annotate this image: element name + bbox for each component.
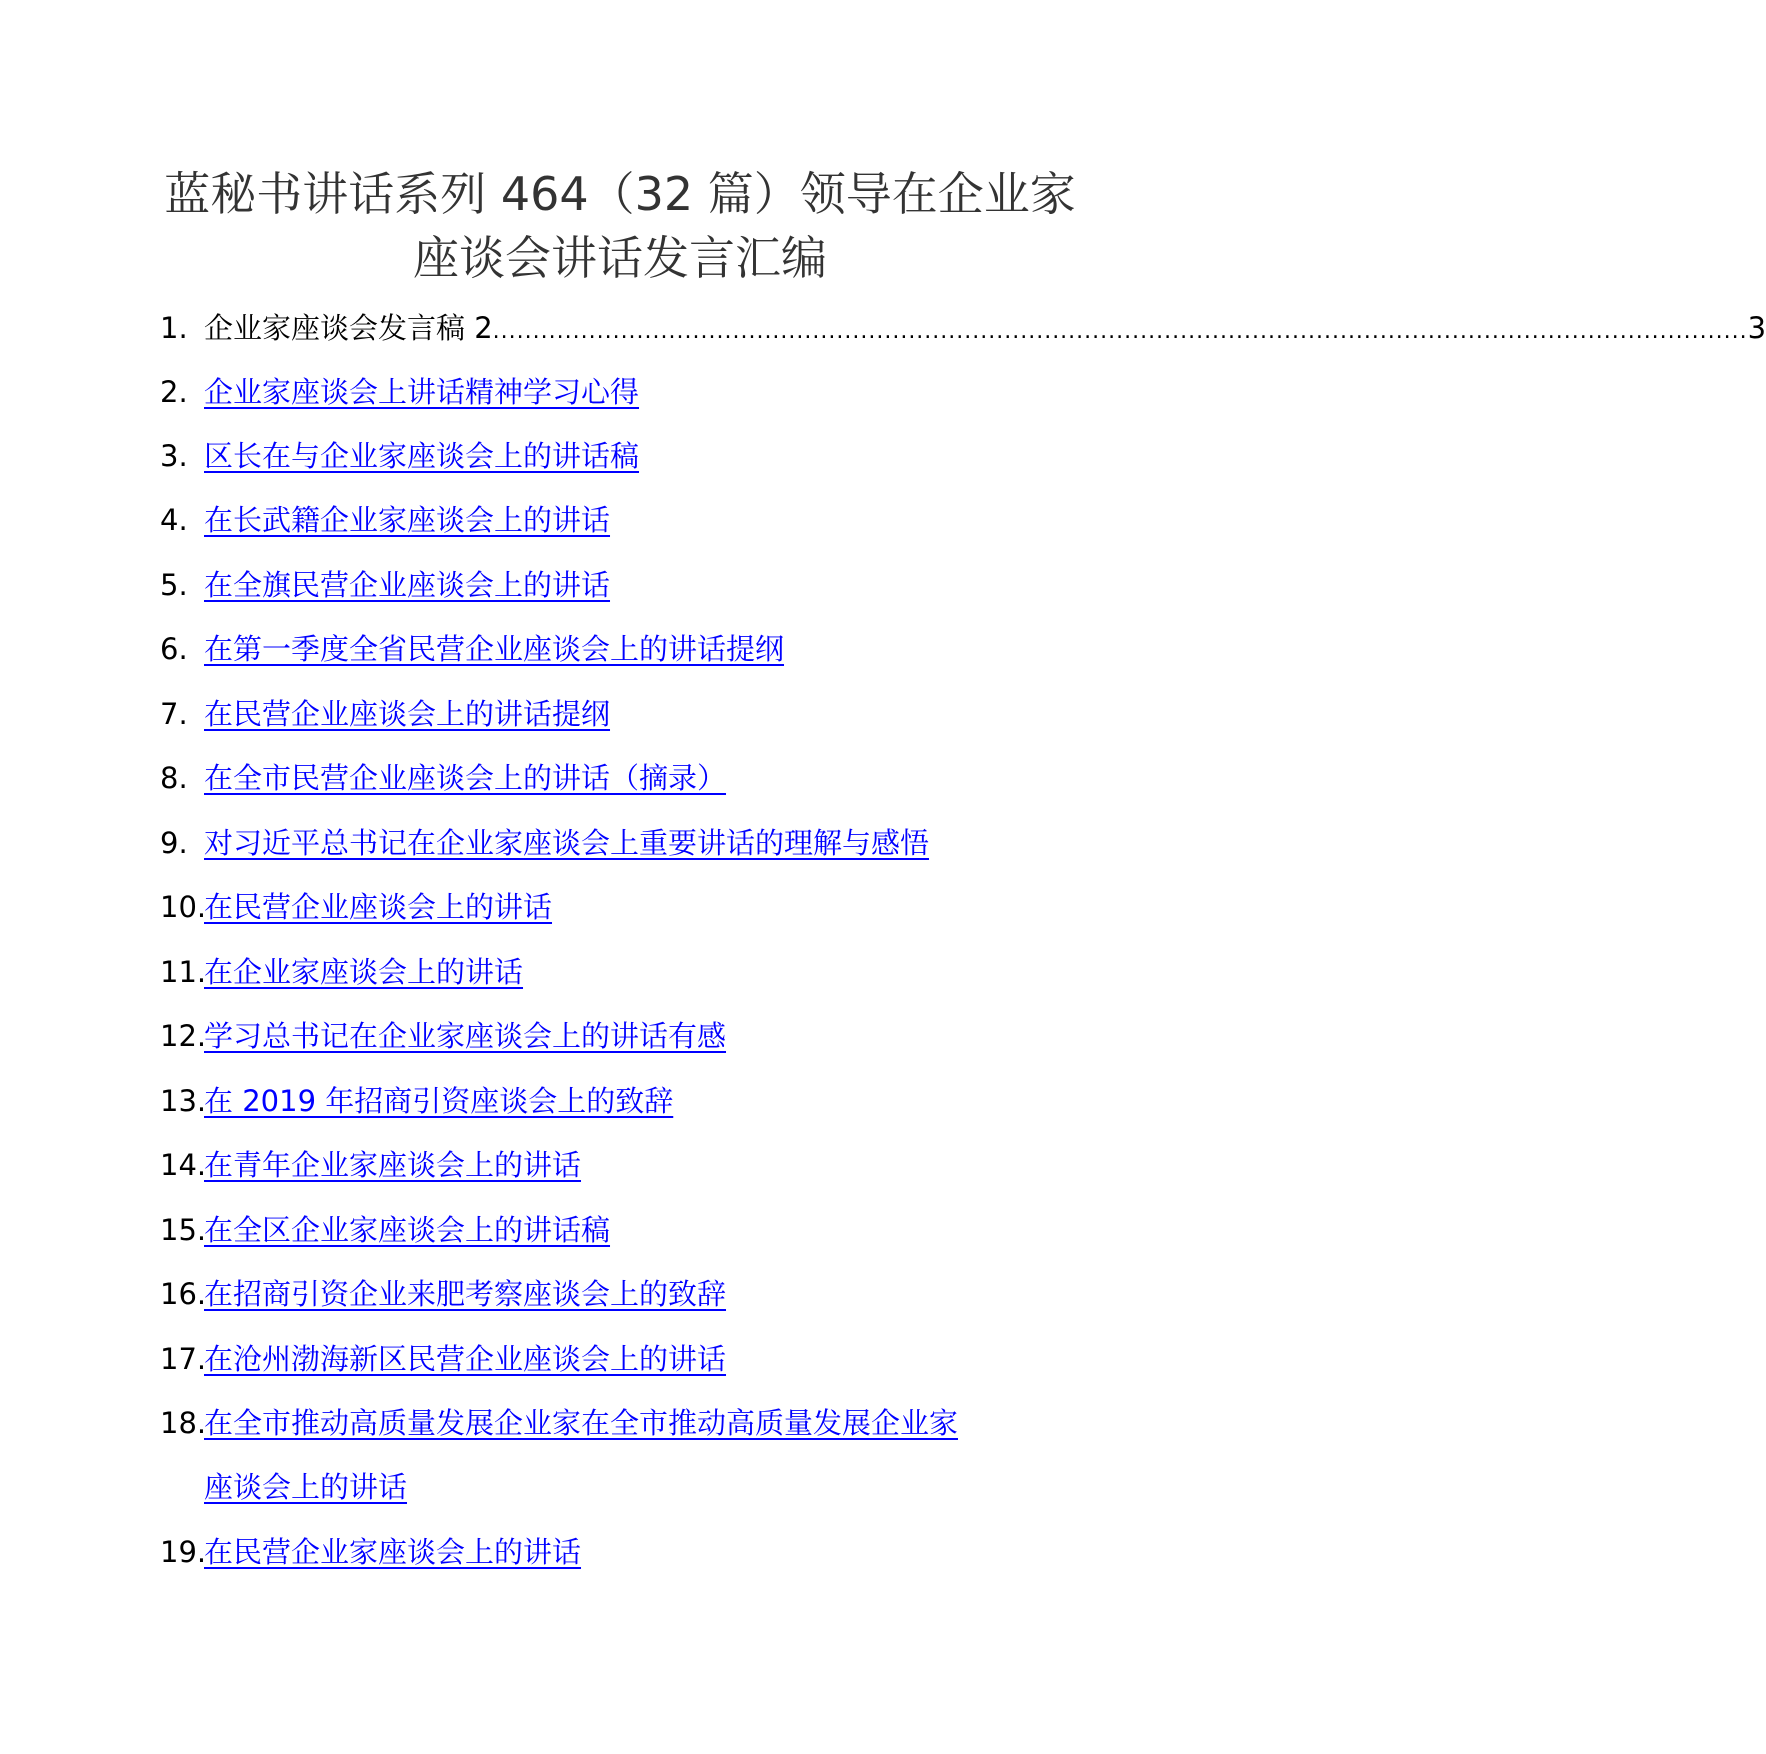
toc-link[interactable]: 在 2019 年招商引资座谈会上的致辞 — [204, 1084, 674, 1118]
toc-item-number: 11. — [160, 955, 207, 989]
toc-item-number: 1. — [160, 311, 188, 345]
toc-page-number: 3 — [1747, 311, 1766, 345]
toc-link[interactable]: 在长武籍企业家座谈会上的讲话 — [204, 503, 611, 537]
toc-link[interactable]: 对习近平总书记在企业家座谈会上重要讲话的理解与感悟 — [204, 826, 930, 860]
toc-item-number: 4. — [160, 503, 188, 537]
toc-link[interactable]: 在招商引资企业来肥考察座谈会上的致辞 — [204, 1277, 727, 1311]
toc-link[interactable]: 在全旗民营企业座谈会上的讲话 — [204, 568, 611, 602]
toc-item-number: 13. — [160, 1084, 207, 1118]
document-title-line-2: 座谈会讲话发言汇编 — [413, 231, 827, 285]
toc-item-number: 10. — [160, 890, 207, 924]
toc-item-number: 6. — [160, 632, 188, 666]
dot-leader: ............................................................................................................................................................. — [492, 319, 1748, 344]
toc-link[interactable]: 在企业家座谈会上的讲话 — [204, 955, 524, 989]
toc-item-text[interactable]: 企业家座谈会发言稿 2 — [204, 311, 493, 345]
toc-link[interactable]: 在全市民营企业座谈会上的讲话（摘录） — [204, 761, 727, 795]
toc-item-number: 8. — [160, 761, 188, 795]
toc-item-number: 16. — [160, 1277, 207, 1311]
toc-link[interactable]: 企业家座谈会上讲话精神学习心得 — [204, 375, 640, 409]
toc-entry-with-leader[interactable] — [204, 308, 1766, 352]
toc-item-number: 2. — [160, 375, 188, 409]
toc-item-number: 3. — [160, 439, 188, 473]
toc-link[interactable]: 学习总书记在企业家座谈会上的讲话有感 — [204, 1019, 727, 1053]
toc-link[interactable]: 在第一季度全省民营企业座谈会上的讲话提纲 — [204, 632, 785, 666]
toc-link[interactable]: 在沧州渤海新区民营企业座谈会上的讲话 — [204, 1342, 727, 1376]
toc-link[interactable]: 在民营企业家座谈会上的讲话 — [204, 1535, 582, 1569]
toc-item-number: 17. — [160, 1342, 207, 1376]
toc-item-number: 9. — [160, 826, 188, 860]
toc-link[interactable]: 区长在与企业家座谈会上的讲话稿 — [204, 439, 640, 473]
document-title-line-1: 蓝秘书讲话系列 464（32 篇）领导在企业家 — [164, 167, 1076, 221]
toc-link[interactable]: 在民营企业座谈会上的讲话提纲 — [204, 697, 611, 731]
toc-item-number: 15. — [160, 1213, 207, 1247]
toc-link-continuation[interactable]: 座谈会上的讲话 — [204, 1470, 408, 1504]
toc-item-number: 7. — [160, 697, 188, 731]
toc-item-number: 14. — [160, 1148, 207, 1182]
toc-link[interactable]: 在青年企业家座谈会上的讲话 — [204, 1148, 582, 1182]
toc-link[interactable]: 在民营企业座谈会上的讲话 — [204, 890, 553, 924]
toc-item-number: 12. — [160, 1019, 207, 1053]
toc-item-number: 18. — [160, 1406, 207, 1440]
toc-item-number: 19. — [160, 1535, 207, 1569]
toc-link[interactable]: 在全市推动高质量发展企业家在全市推动高质量发展企业家 — [204, 1406, 959, 1440]
toc-link[interactable]: 在全区企业家座谈会上的讲话稿 — [204, 1213, 611, 1247]
toc-item-number: 5. — [160, 568, 188, 602]
